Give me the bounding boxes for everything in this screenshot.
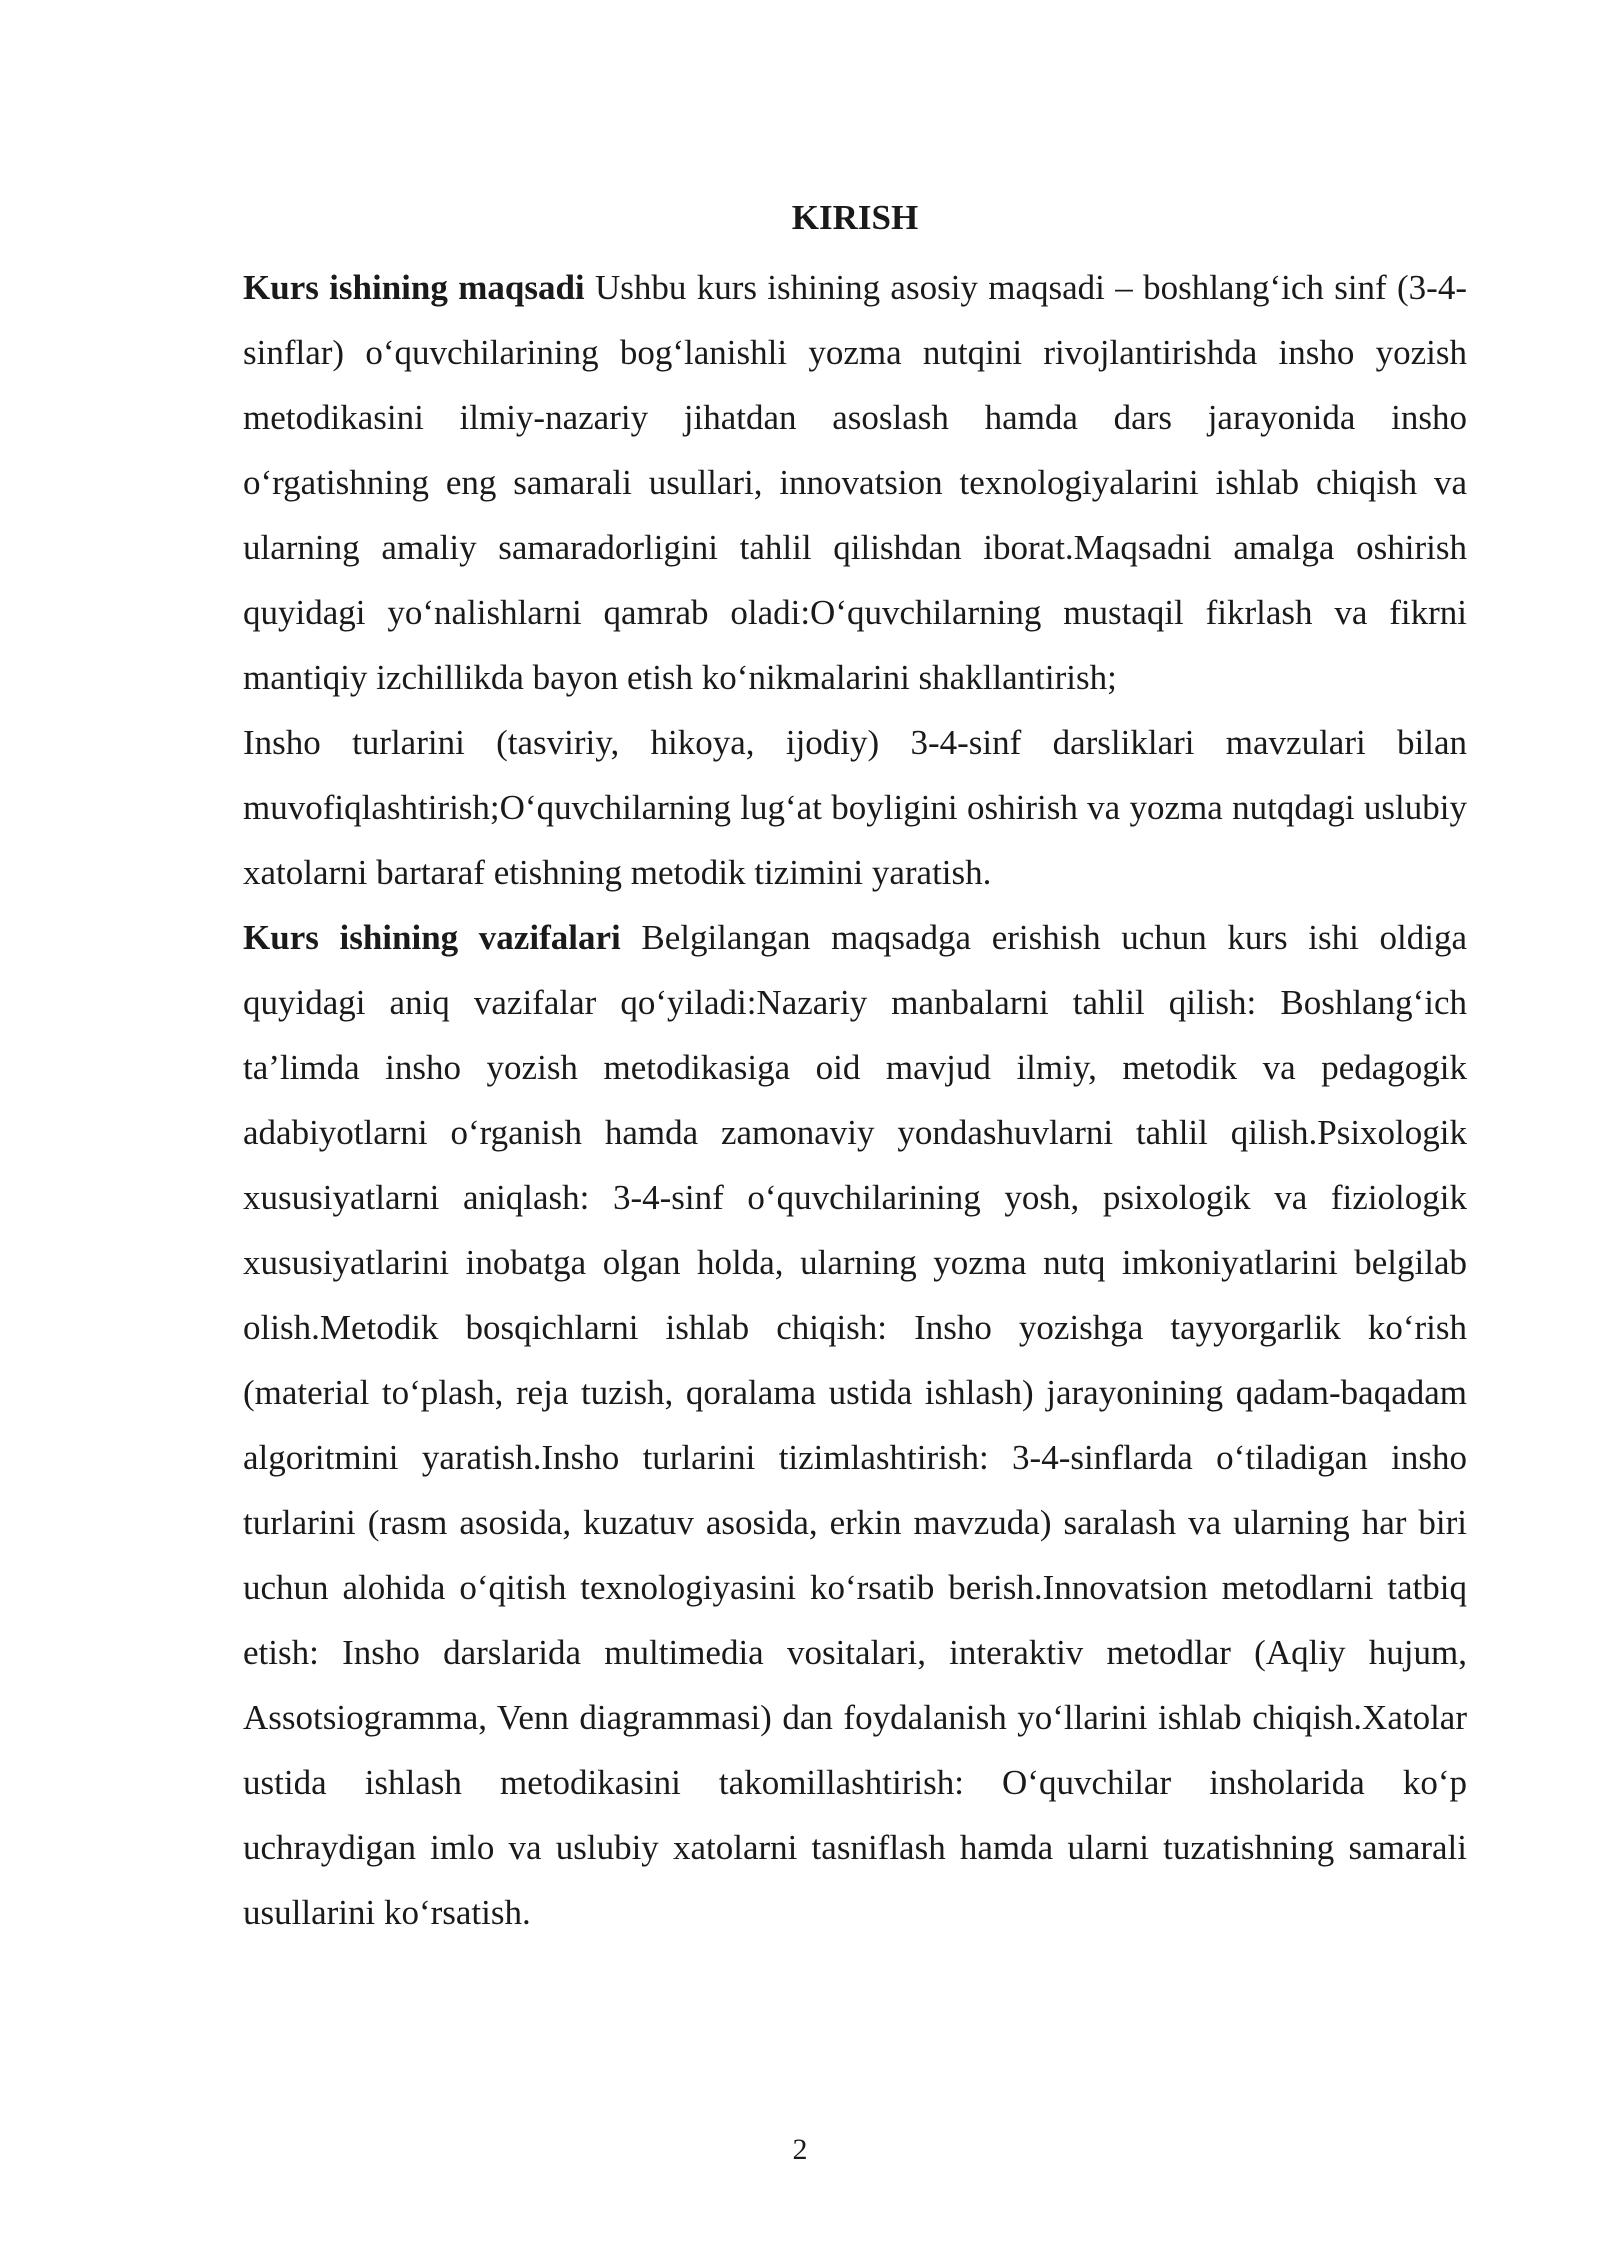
paragraph-vazifalari bbox=[243, 905, 1467, 1945]
paragraph-text: Ushbu kurs ishining asosiy maqsadi – boshlang‘ich sinf (3-4-sinflar) o‘quvchilarining bog‘lanishli yozma nutqini rivojlantirishda insho yozish metodikasini ilmiy-nazariy jihatdan asoslash hamda dars jarayonida insho o‘rgatishning eng samarali usullari, innovatsion texnologiyalarini ishlab chiqish va ularning amaliy samaradorligini tahlil qilishdan iborat.Maqsadni amalga oshirish quyidagi yo‘nalishlarni qamrab oladi:O‘quvchilarning mustaqil fikrlash va fikrni mantiqiy izchillikda bayon etish ko‘nikmalarini shakllantirish; bbox=[243, 268, 1467, 697]
paragraph-text: Insho turlarini (tasviriy, hikoya, ijodiy) 3-4-sinf darsliklari mavzulari bilan muvofiqlashtirish;O‘quvchilarning lug‘at boyligini oshirish va yozma nutqdagi uslubiy xatolarni bartaraf etishning metodik tizimini yaratish. bbox=[243, 723, 1467, 892]
section-heading: KIRISH bbox=[791, 198, 919, 237]
page-content bbox=[243, 190, 1467, 1945]
paragraph-lead: Kurs ishining maqsadi bbox=[243, 268, 585, 307]
paragraph-insho-turlari bbox=[243, 710, 1467, 905]
paragraph-lead: Kurs ishining vazifalari bbox=[243, 918, 621, 957]
paragraph-maqsadi bbox=[243, 255, 1467, 710]
page-number: 2 bbox=[792, 2133, 808, 2166]
paragraph-text: Belgilangan maqsadga erishish uchun kurs ishi oldiga quyidagi aniq vazifalar qo‘yiladi:Nazariy manbalarni tahlil qilish: Boshlang‘ich ta’limda insho yozish metodikasiga oid mavjud ilmiy, metodik va pedagogik adabiyotlarni o‘rganish hamda zamonaviy yondashuvlarni tahlil qilish.Psixologik xususiyatlarni aniqlash: 3-4-sinf o‘quvchilarining yosh, psixologik va fiziologik xususiyatlarini inobatga olgan holda, ularning yozma nutq imkoniyatlarini belgilab olish.Metodik bosqichlarni ishlab chiqish: Insho yozishga tayyorgarlik ko‘rish (material to‘plash, reja tuzish, qoralama ustida ishlash) jarayonining qadam-baqadam algoritmini yaratish.Insho turlarini tizimlashtirish: 3-4-sinflarda o‘tiladigan insho turlarini (rasm asosida, kuzatuv asosida, erkin mavzuda) saralash va ularning har biri uchun alohida o‘qitish texnologiyasini ko‘rsatib berish.Innovatsion metodlarni tatbiq etish: Insho darslarida multimedia vositalari, interaktiv metodlar (Aqliy hujum, Assotsiogramma, Venn diagrammasi) dan foydalanish yo‘llarini ishlab chiqish.Xatolar ustida ishlash metodikasini takomillashtirish: O‘quvchilar insholarida ko‘p uchraydigan imlo va uslubiy xatolarni tasniflash hamda ularni tuzatishning samarali usullarini ko‘rsatish. bbox=[243, 918, 1468, 1932]
